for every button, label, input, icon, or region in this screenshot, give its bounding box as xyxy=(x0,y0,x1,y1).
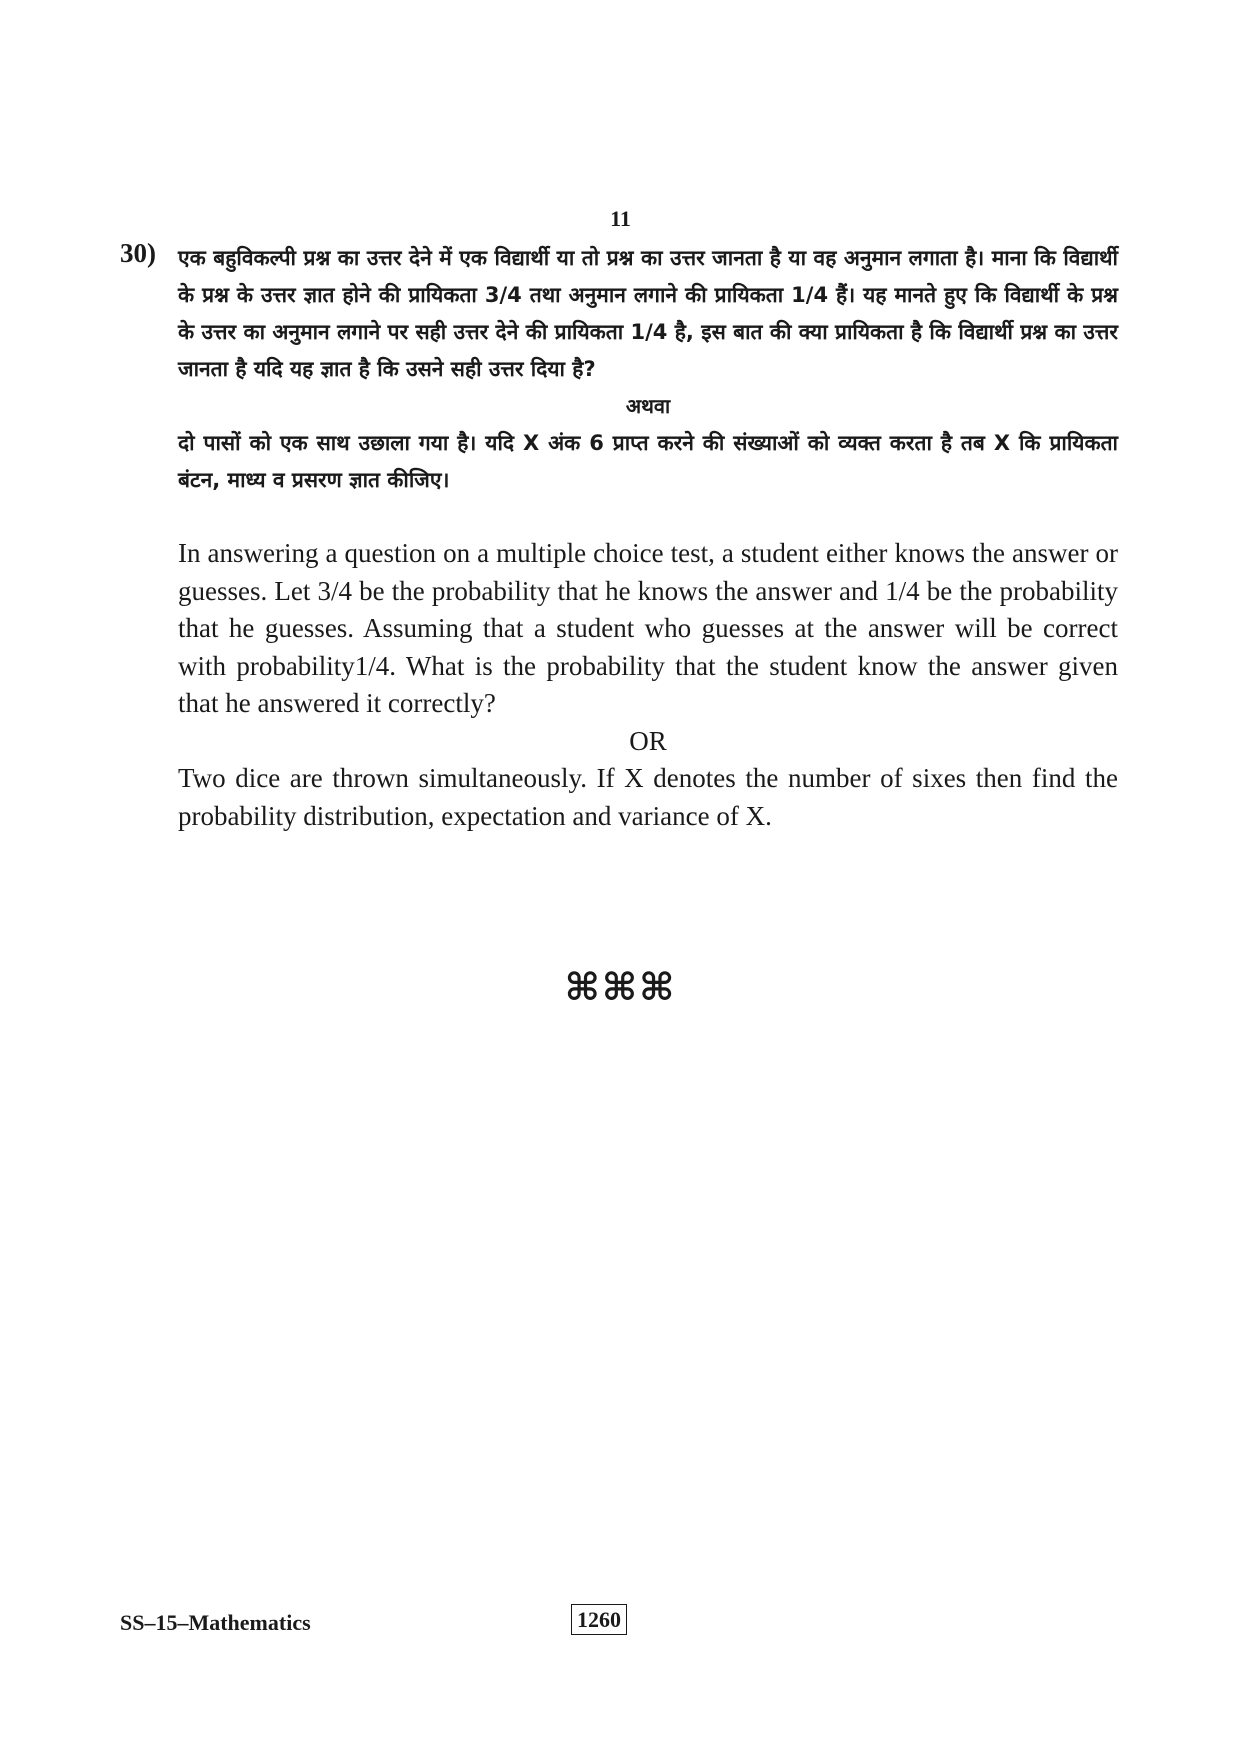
end-of-paper-mark: ⌘⌘⌘ xyxy=(564,965,677,1009)
question-number: 30) xyxy=(120,238,156,268)
question-hindi-main: एक बहुविकल्पी प्रश्न का उत्तर देने में एक विद्यार्थी या तो प्रश्न का उत्तर जानता है या वह अनुमान लगाता है। माना कि विद्यार्थी के प्रश्न के उत्तर ज्ञात होने की प्रायिकता 3/4 तथा अनुमान लगाने की प्रायिकता 1/4 हैं। यह मानते हुए कि विद्यार्थी के प्रश्न के उत्तर का अनुमान लगाने पर सही उत्तर देने की प्रायिकता 1/4 है, इस बात की क्या प्रायिकता है कि विद्यार्थी प्रश्न का उत्तर जानता है यदि यह ज्ञात है कि उसने सही उत्तर दिया है? xyxy=(178,246,1118,381)
question-hindi xyxy=(178,240,1118,499)
footer-paper-code: SS–15–Mathematics xyxy=(120,1610,311,1635)
question-hindi-or: अथवा xyxy=(625,394,671,418)
question-english-or: OR xyxy=(629,725,667,756)
question-hindi-alternative: दो पासों को एक साथ उछाला गया है। यदि X अंक 6 प्राप्त करने की संख्याओं को व्यक्त करता है तब X कि प्रायिकता बंटन, माध्य व प्रसरण ज्ञात कीजिए। xyxy=(178,431,1118,492)
question-english-alternative: Two dice are thrown simultaneously. If X denotes the number of sixes then find the probability distribution, expectation and variance of X. xyxy=(178,763,1118,831)
footer-page-code: 1260 xyxy=(571,1604,627,1635)
question-english-main: In answering a question on a multiple choice test, a student either knows the answer or guesses. Let 3/4 be the probability that he knows the answer and 1/4 be the probability that he guesses. Assuming that a student who guesses at the answer will be correct with probability1/4. What is the probability that the student know the answer given that he answered it correctly? xyxy=(178,538,1118,718)
page-number: 11 xyxy=(610,206,631,231)
question-english xyxy=(178,535,1118,835)
